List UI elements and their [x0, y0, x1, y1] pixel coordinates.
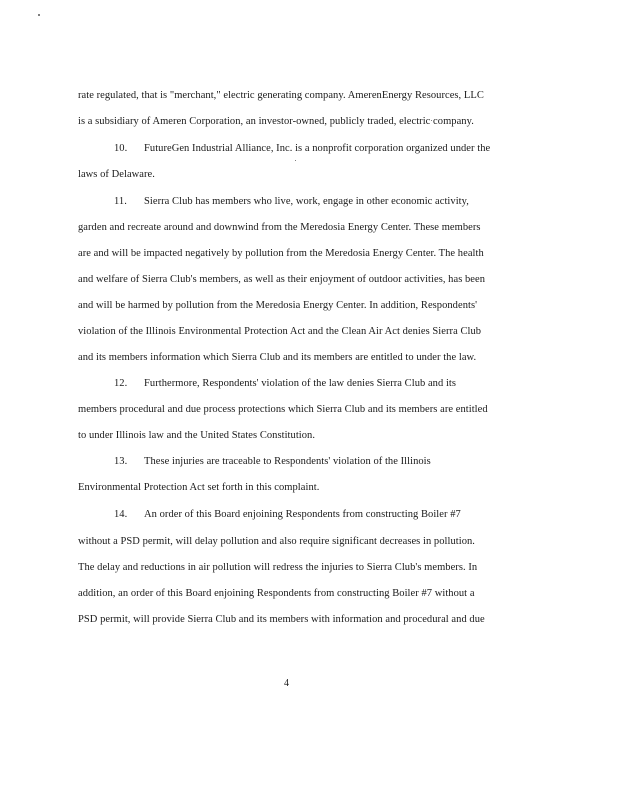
- text-line: are and will be impacted negatively by pollution from the Meredosia Energy Center. The health: [78, 248, 484, 259]
- text-line: Furthermore, Respondents' violation of the law denies Sierra Club and its: [144, 378, 457, 389]
- scan-speck: [38, 14, 40, 16]
- text-line: without a PSD permit, will delay pollution and also require significant decreases in pollution.: [78, 536, 475, 547]
- paragraph-number: 12.: [114, 378, 128, 389]
- text-line: addition, an order of this Board enjoining Respondents from constructing Boiler #7 without a: [78, 588, 475, 599]
- text-line: violation of the Illinois Environmental Protection Act and the Clean Air Act denies Sierra Club: [78, 326, 482, 337]
- text-line: Environmental Protection Act set forth in this complaint.: [78, 482, 320, 493]
- text-line: to under Illinois law and the United States Constitution.: [78, 430, 316, 441]
- text-line: is a subsidiary of Ameren Corporation, an investor-owned, publicly traded, electric company.: [78, 116, 474, 127]
- text-line: and will be harmed by pollution from the Meredosia Energy Center. In addition, Respondents': [78, 300, 478, 311]
- text-line: FutureGen Industrial Alliance, Inc. is a nonprofit corporation organized under the: [144, 143, 491, 154]
- text-line: The delay and reductions in air pollution will redress the injuries to Sierra Club's members. In: [78, 562, 478, 573]
- text-line: and its members information which Sierra Club and its members are entitled to under the law.: [78, 352, 477, 363]
- paragraph-number: 13.: [114, 456, 128, 467]
- paragraph-14: [114, 508, 461, 522]
- paragraph-11: [114, 195, 469, 209]
- page-number: 4: [284, 678, 289, 689]
- text-line: rate regulated, that is "merchant," electric generating company. AmerenEnergy Resources, LLC: [78, 90, 484, 101]
- scan-speck: [295, 160, 296, 161]
- text-line: laws of Delaware.: [78, 169, 155, 180]
- paragraph-10: [114, 142, 490, 156]
- paragraph-number: 14.: [114, 509, 128, 520]
- text-line: PSD permit, will provide Sierra Club and its members with information and procedural and due: [78, 614, 485, 625]
- paragraph-12: [114, 377, 456, 391]
- text-line: garden and recreate around and downwind from the Meredosia Energy Center. These members: [78, 222, 481, 233]
- text-line: and welfare of Sierra Club's members, as well as their enjoyment of outdoor activities, has been: [78, 274, 486, 285]
- paragraph-number: 11.: [114, 196, 127, 207]
- text-line: Sierra Club has members who live, work, engage in other economic activity,: [144, 196, 469, 207]
- text-line: An order of this Board enjoining Respondents from constructing Boiler #7: [144, 509, 461, 520]
- text-line: These injuries are traceable to Respondents' violation of the Illinois: [144, 456, 431, 467]
- paragraph-13: [114, 455, 431, 469]
- text-line: members procedural and due process protections which Sierra Club and its members are entitled: [78, 404, 488, 415]
- paragraph-number: 10.: [114, 143, 128, 154]
